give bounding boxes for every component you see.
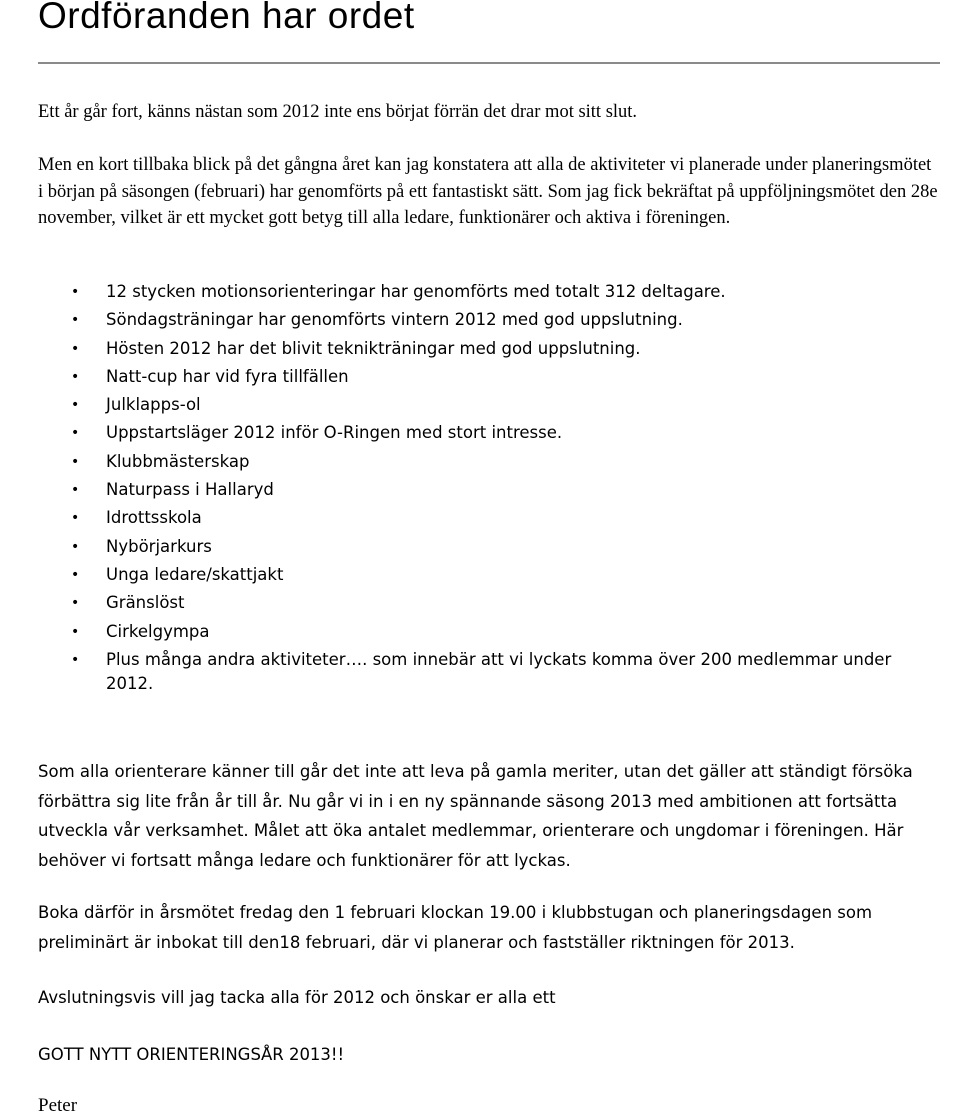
bullet-icon: • [71,623,80,640]
meeting-paragraph: Boka därför in årsmötet fredag den 1 februari klockan 19.00 i klubbstugan och planeringsdagen som preliminärt är inbokat till den18 februari, där vi planerar och fastställer riktningen för 2013. [38,903,873,952]
bullet-icon: • [71,651,80,668]
list-item [38,563,938,591]
list-item-text: Unga ledare/skattjakt [106,564,284,584]
bullet-icon: • [71,538,80,555]
list-item-text: Gränslöst [106,593,185,613]
list-item [38,308,938,336]
list-item-text: 12 stycken motionsorienteringar har genomförts med totalt 312 deltagare. [106,282,726,301]
bullet-icon: • [71,312,80,329]
greeting-line: GOTT NYTT ORIENTERINGSÅR 2013!! [38,1045,345,1064]
bullet-icon: • [71,482,80,499]
list-item-text: Nybörjarkurs [106,536,212,556]
bullet-icon: • [71,284,80,300]
list-item [38,591,938,619]
future-paragraph: Som alla orienterare känner till går det inte att leva på gamla meriter, utan det gäller att ständigt försöka förbättra sig lite från år till år. Nu går vi in i en ny spännande säsong 2013 med ambitionen att fortsätta utveckla vår verksamhet. Målet att öka antalet medlemmar, orienterare och ungdomar i föreningen. Här behöver vi fortsatt många ledare och funktionärer för att lyckas. [38,762,913,870]
list-item-text: Söndagsträningar har genomförts vintern 2012 med god uppslutning. [106,310,683,330]
page-title: Ordföranden har ordet [38,0,415,36]
bullet-icon: • [71,425,80,442]
bullet-icon: • [71,566,80,583]
review-paragraph: Men en kort tillbaka blick på det gångna året kan jag konstatera att alla de aktiviteter vi planerade under planeringsmötet i början på säsongen (februari) har genomförts på ett fantastiskt sätt. Som jag fick bekräftat på uppföljningsmötet den 28e november, vilket är ett mycket gott betyg till alla ledare, funktionärer och aktiva i föreningen. [38,155,938,228]
bullet-icon: • [71,397,80,414]
list-item [38,478,938,506]
list-item [38,450,938,478]
list-item-text: Naturpass i Hallaryd [106,480,274,500]
list-item [38,648,938,696]
signature: Peter [38,1095,78,1116]
list-item-text: Uppstartsläger 2012 inför O-Ringen med stort intresse. [106,423,563,443]
list-item-text: Idrottsskola [106,508,202,528]
list-item [38,620,938,648]
list-item-text: Cirkelgympa [106,621,210,641]
list-item-text: Hösten 2012 har det blivit teknikträningar med god uppslutning. [106,338,641,358]
closing-paragraph: Avslutningsvis vill jag tacka alla för 2012 och önskar er alla ett [38,988,556,1007]
list-item-text: Plus många andra aktiviteter…. som innebär att vi lyckats komma över 200 medlemmar under 2012. [106,649,892,693]
intro-paragraph: Ett år går fort, känns nästan som 2012 inte ens börjat förrän det drar mot sitt slut. [38,102,638,122]
bullet-icon: • [71,595,80,612]
list-item-text: Julklapps-ol [106,395,201,415]
list-item [38,365,938,393]
bullet-icon: • [71,510,80,527]
list-item [38,535,938,563]
activities-list [38,280,938,696]
list-item-text: Natt-cup har vid fyra tillfällen [106,366,349,386]
list-item [38,393,938,421]
bullet-icon: • [71,368,80,385]
list-item [38,421,938,449]
bullet-icon: • [71,340,80,357]
title-divider [38,62,940,64]
bullet-icon: • [71,453,80,470]
list-item [38,506,938,534]
list-item-text: Klubbmästerskap [106,451,250,471]
list-item [38,280,938,308]
list-item [38,337,938,365]
